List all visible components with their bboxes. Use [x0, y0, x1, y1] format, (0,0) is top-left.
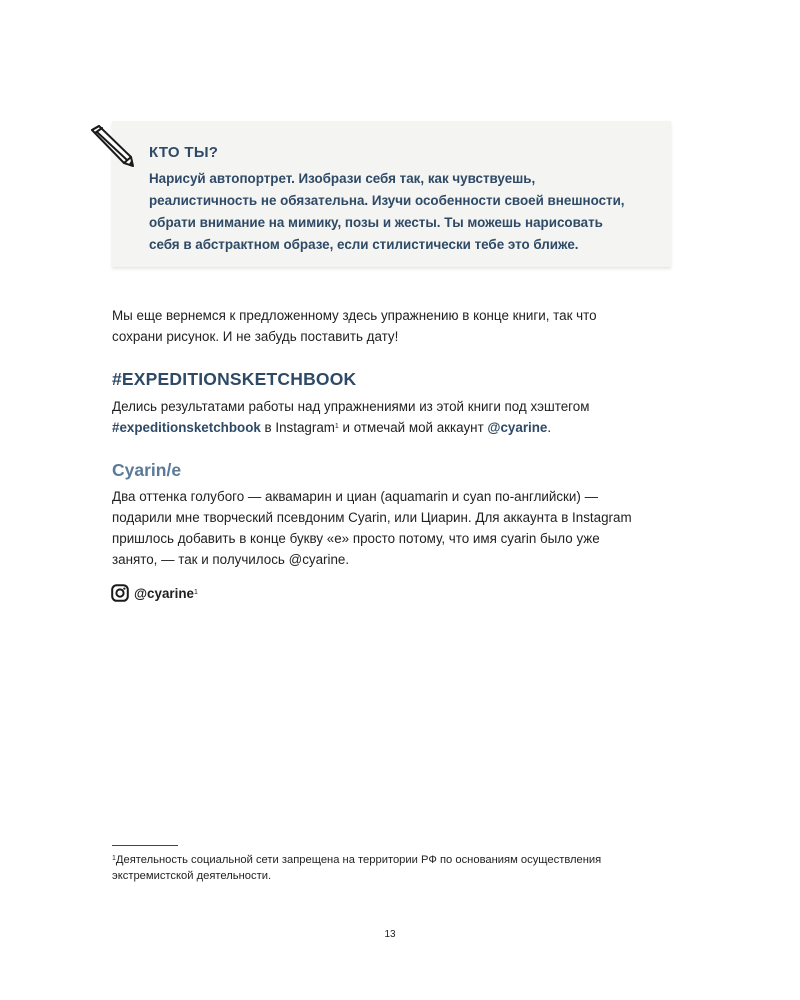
hashtag-paragraph [112, 396, 589, 438]
hashtag-link[interactable]: #expeditionsketchbook [112, 420, 261, 435]
exercise-text [149, 168, 649, 256]
footnote-line: экстремистской деятельности. [112, 870, 272, 882]
hashtag-heading: #EXPEDITIONSKETCHBOOK [112, 369, 357, 389]
instagram-handle: @cyarine [134, 585, 194, 601]
intro-line: сохрани рисунок. И не забудь поставить дату! [112, 329, 399, 344]
hashtag-text: и отмечай мой аккаунт [338, 420, 488, 435]
footnote-line [112, 852, 672, 868]
footnote-marker: 1 [193, 588, 198, 596]
exercise-line: себя в абстрактном образе, если стилистически тебе это ближе. [149, 237, 579, 252]
hashtag-line: Делись результатами работы над упражнениями из этой книги под хэштегом [112, 399, 590, 414]
exercise-line: Нарисуй автопортрет. Изобрази себя так, как чувствуешь, [149, 171, 536, 186]
cyarin-heading: Cyarin/e [112, 460, 182, 480]
exercise-line: реалистичность не обязательна. Изучи особенности своей внешности, [149, 193, 625, 208]
footnote [112, 852, 672, 884]
pencil-icon [89, 124, 135, 168]
cyarin-line: пришлось добавить в конце букву «е» просто потому, что имя cyarin было уже [112, 531, 600, 546]
footnote-text: Деятельность социальной сети запрещена на территории РФ по основаниям осуществления [115, 854, 602, 866]
hashtag-text: . [547, 420, 552, 435]
footnote-marker: 1 [334, 423, 339, 430]
instagram-icon [111, 584, 129, 602]
instagram-handle-row[interactable] [111, 584, 198, 602]
footnote-divider [112, 845, 178, 846]
cyarin-line: занято, — так и получилось @cyarine. [112, 552, 350, 567]
cyarin-line: подарили мне творческий псевдоним Cyarin, или Циарин. Для аккаунта в Instagram [112, 510, 632, 525]
exercise-line: обрати внимание на мимику, позы и жесты. Ты можешь нарисовать [149, 215, 603, 230]
intro-line: Мы еще вернемся к предложенному здесь упражнению в конце книги, так что [112, 308, 597, 323]
hashtag-line [112, 417, 589, 438]
exercise-title: КТО ТЫ? [149, 144, 219, 161]
hashtag-text: в Instagram [260, 420, 335, 435]
account-link[interactable]: @cyarine [487, 420, 548, 435]
cyarin-line: Два оттенка голубого — аквамарин и циан (aquamarin и cyan по-английски) — [112, 489, 598, 504]
intro-paragraph [112, 305, 597, 347]
cyarin-paragraph [112, 486, 632, 570]
footnote-marker: 1 [112, 855, 116, 862]
page-number: 13 [384, 929, 396, 940]
